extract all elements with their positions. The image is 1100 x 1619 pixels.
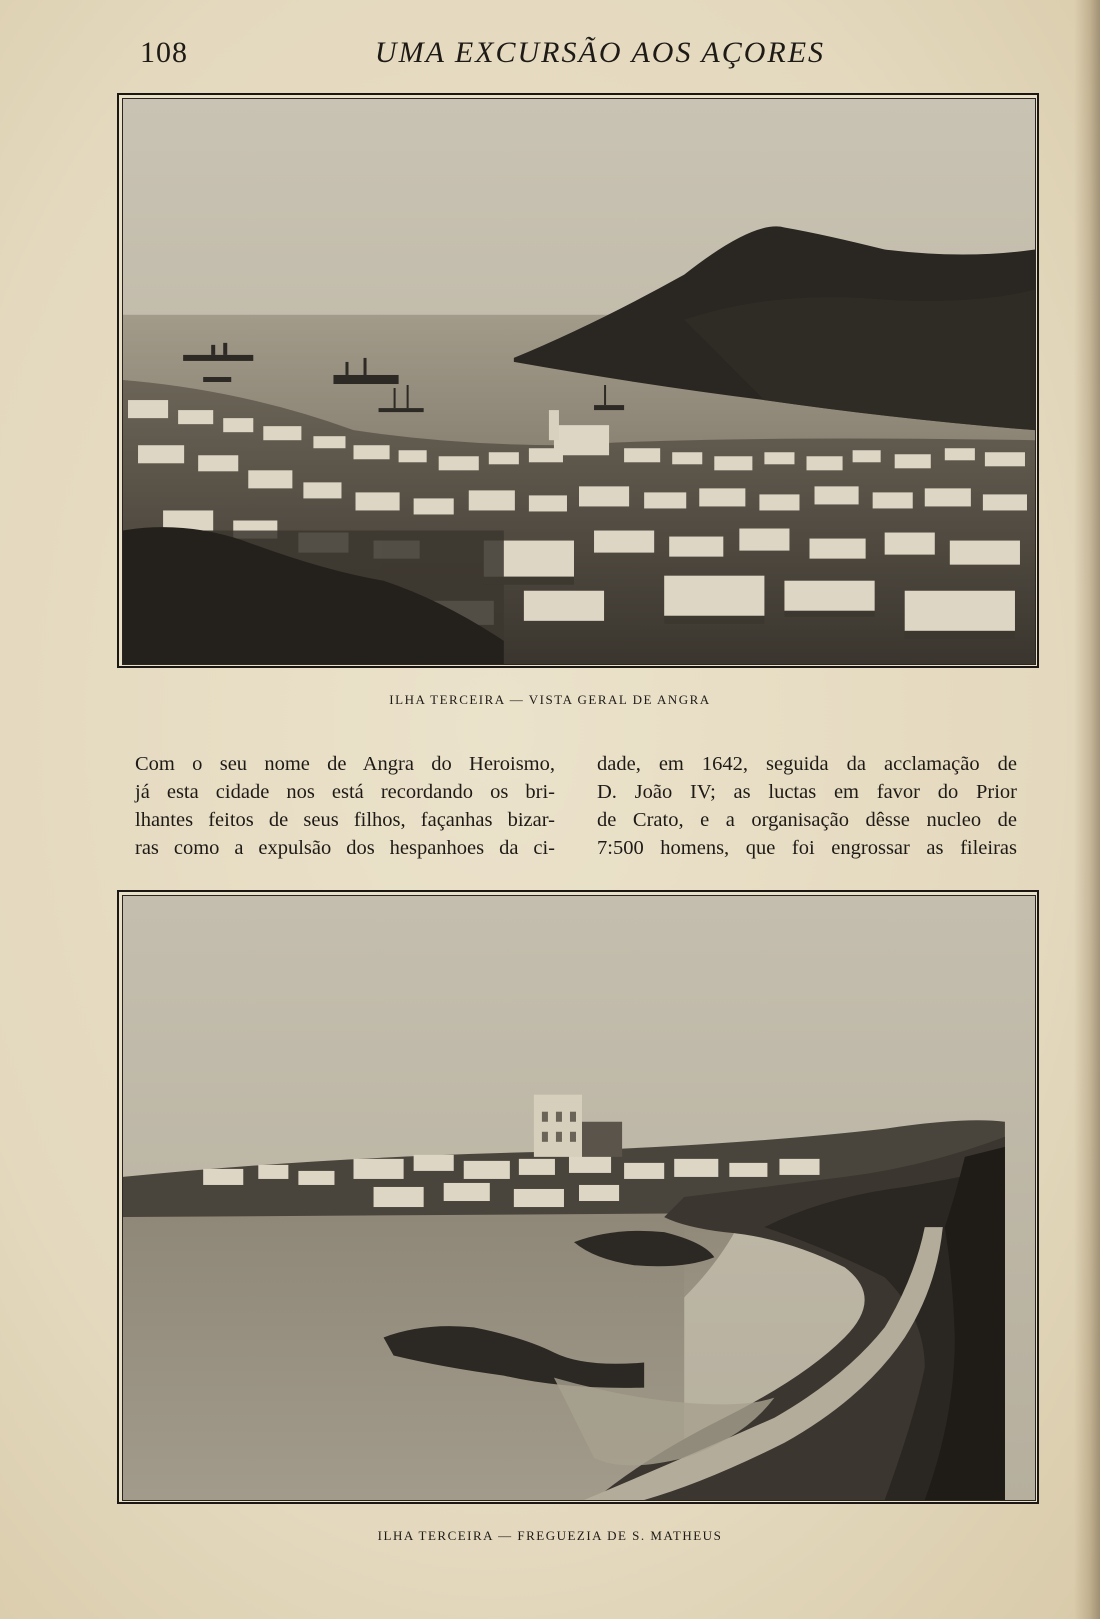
figure-caption-angra: ILHA TERCEIRA — VISTA GERAL DE ANGRA <box>389 692 711 707</box>
page-edge-shadow <box>1074 0 1100 1619</box>
figure-caption-s-matheus: ILHA TERCEIRA — FREGUEZIA DE S. MATHEUS <box>377 1528 723 1543</box>
text-line: Com o seu nome de Angra do Heroismo, <box>135 753 555 775</box>
text-line: D. João IV; as luctas em favor do Prior <box>597 781 1017 803</box>
running-title: UMA EXCURSÃO AOS AÇORES <box>374 36 826 69</box>
text-line: 7:500 homens, que foi engrossar as fileiras <box>597 837 1017 859</box>
text-line: lhantes feitos de seus filhos, façanhas bizar- <box>135 809 555 831</box>
photo-s-matheus-image <box>122 895 1036 1501</box>
text-column-right <box>597 750 1017 862</box>
photo-angra-image <box>122 98 1036 665</box>
photo-s-matheus <box>117 890 1039 1504</box>
text-line: dade, em 1642, seguida da acclamação de <box>597 753 1017 775</box>
text-column-left <box>135 750 555 862</box>
text-line: de Crato, e a organisação dêsse nucleo de <box>597 809 1017 831</box>
photo-angra <box>117 93 1039 668</box>
text-line: já esta cidade nos está recordando os bri- <box>135 781 555 803</box>
page-number: 108 <box>140 36 188 69</box>
text-line: ras como a expulsão dos hespanhoes da ci- <box>135 837 555 859</box>
